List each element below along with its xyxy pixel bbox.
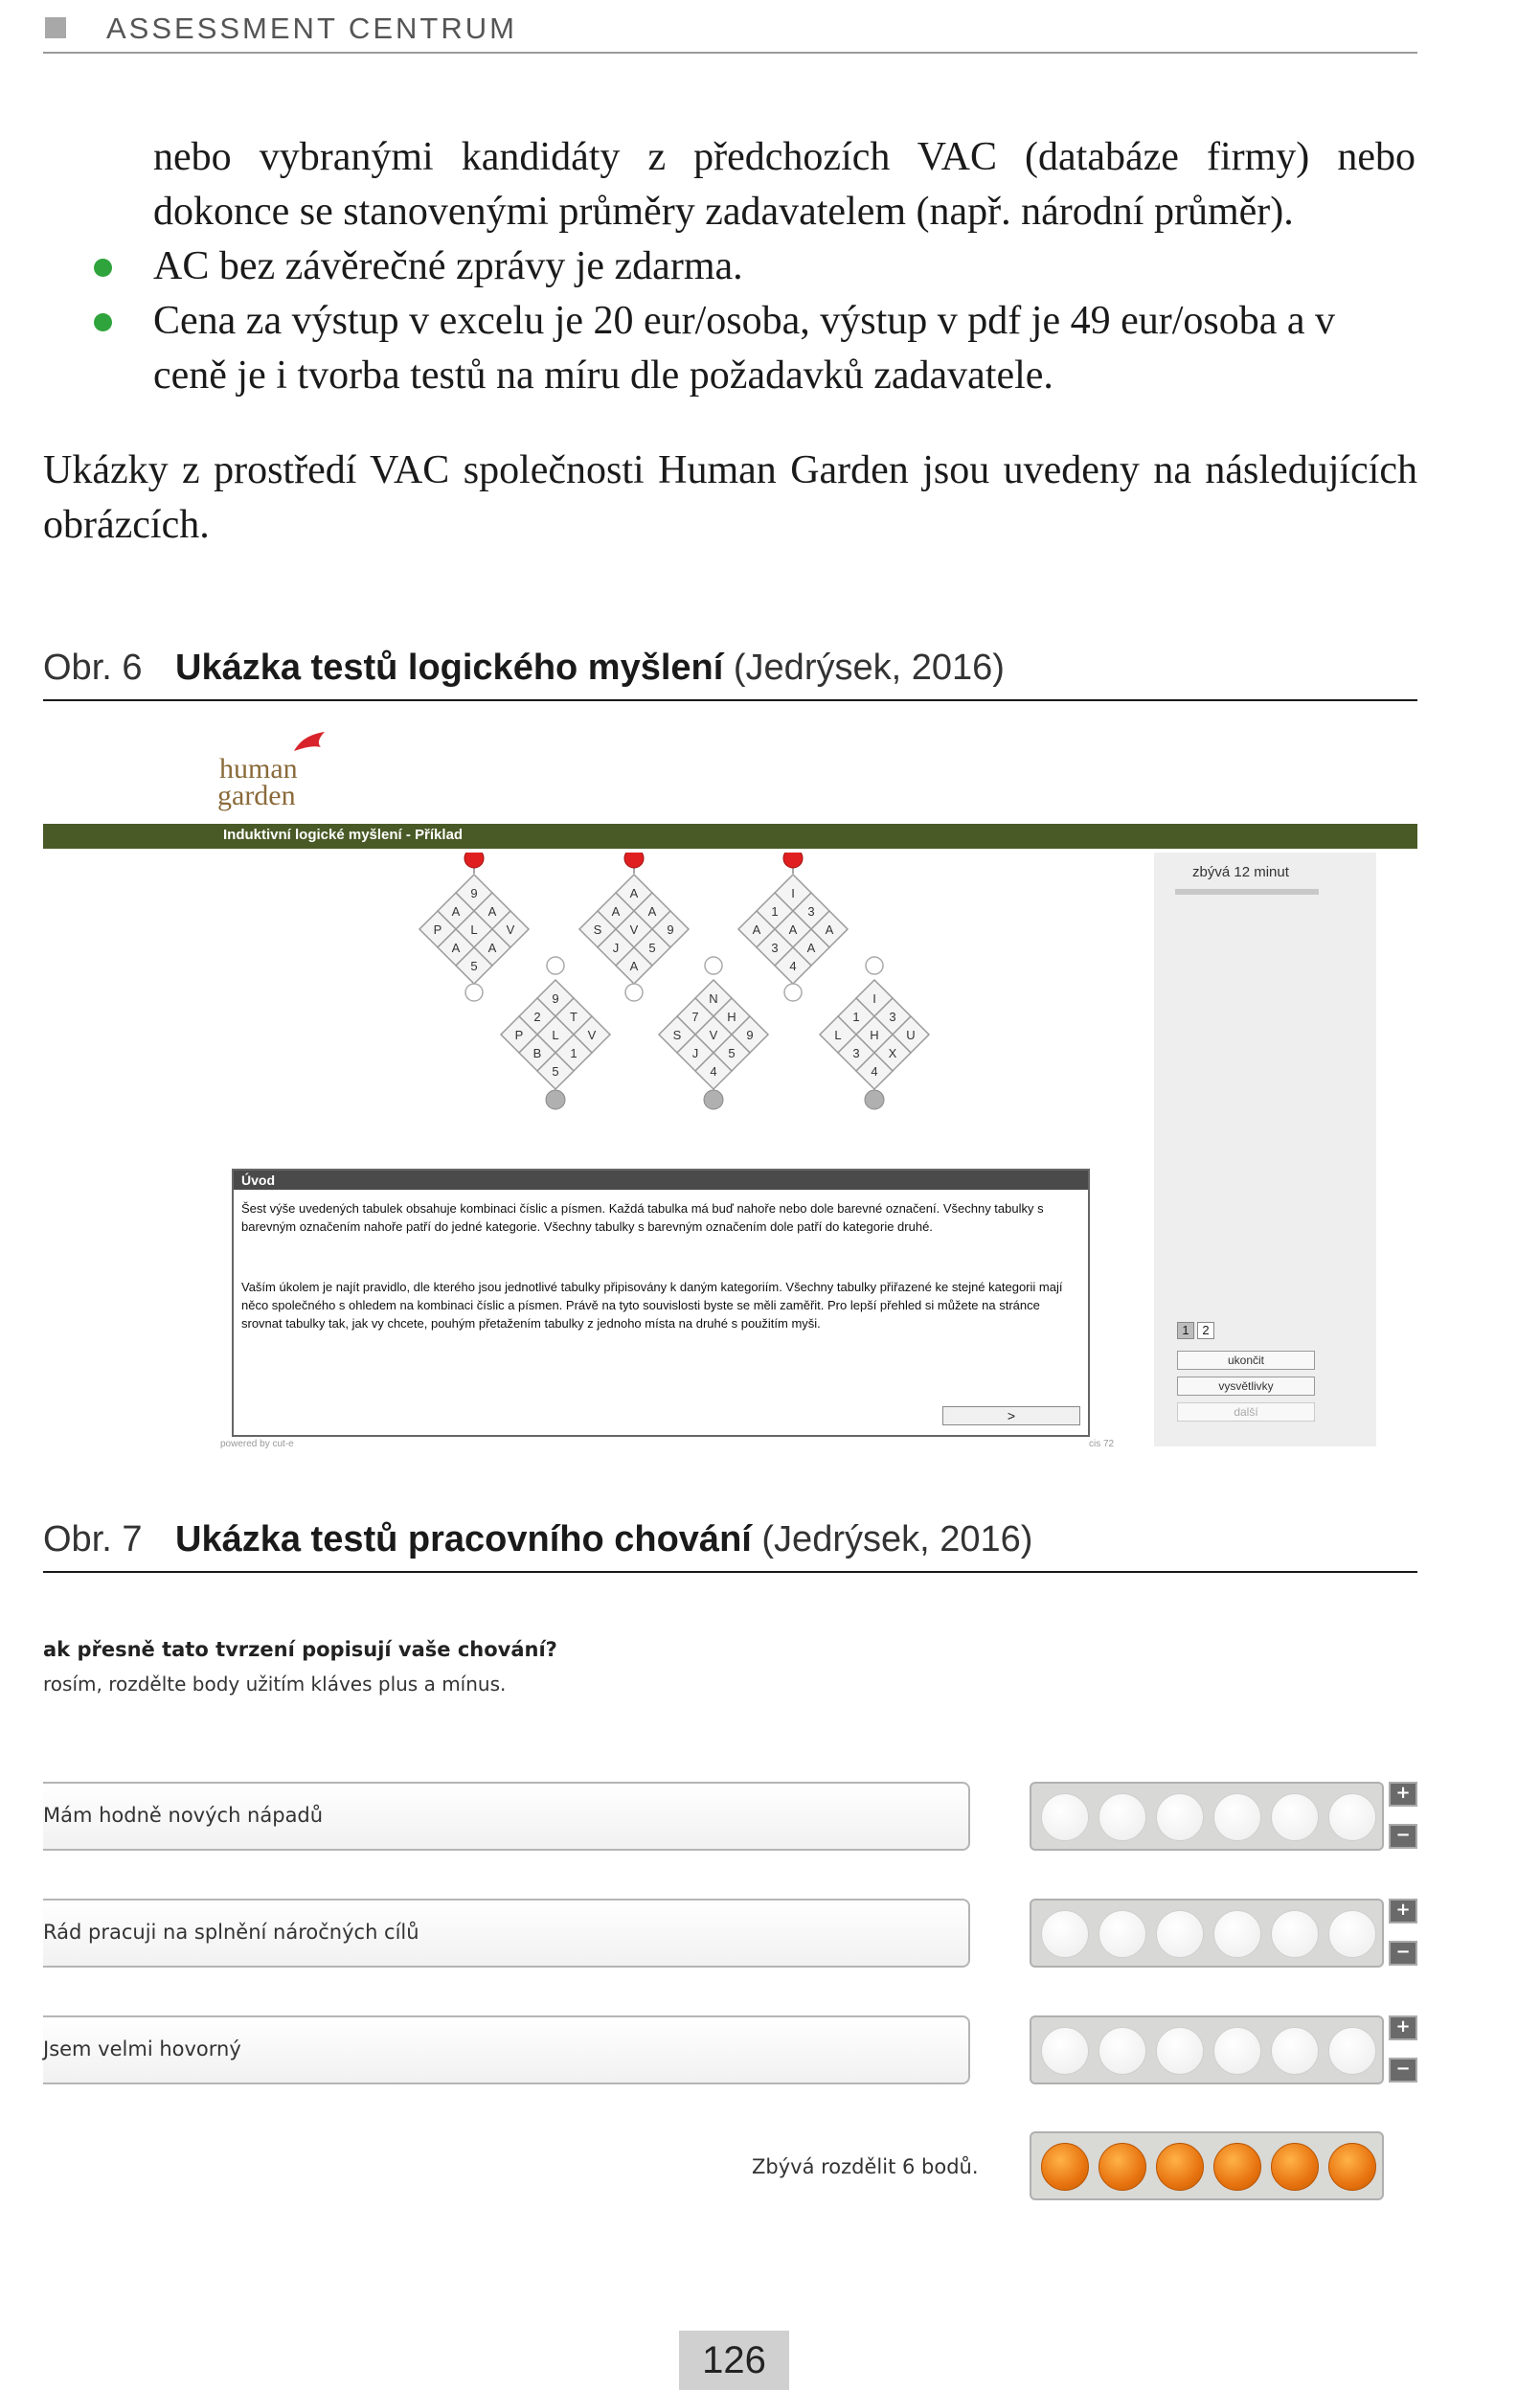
grid-letter: B: [532, 1046, 542, 1060]
letter-grid: [419, 875, 529, 984]
test-title: Induktivní logické myšlení - Příklad: [223, 827, 464, 843]
question-text: ak přesně tato tvrzení popisují vaše chování?: [43, 1638, 557, 1661]
empty-marker-icon: [784, 984, 802, 1001]
grid-letter: T: [570, 1010, 578, 1024]
figure-7-screenshot: [43, 1609, 1417, 2232]
point-slot: [1328, 2027, 1376, 2075]
page-button[interactable]: 1: [1177, 1322, 1194, 1339]
grid-letter: 1: [570, 1046, 578, 1060]
point-slots: [1030, 2015, 1384, 2084]
grid-letter: L: [470, 922, 478, 937]
red-marker-icon: [783, 853, 803, 868]
grid-letter: A: [611, 904, 621, 919]
statement-text: Jsem velmi hovorný: [43, 2037, 241, 2060]
page-button[interactable]: 2: [1197, 1322, 1214, 1339]
point-slot: [1041, 2027, 1089, 2075]
figure-source: (Jedrýsek, 2016): [761, 1519, 1033, 1559]
grid-letter: 3: [889, 1010, 896, 1024]
bullet-dot-icon: [94, 313, 112, 331]
figure-6-caption: [43, 644, 1417, 701]
grid-letter: U: [906, 1028, 916, 1042]
grid-letter: 1: [852, 1010, 860, 1024]
grey-marker-icon: [865, 1090, 884, 1109]
logic-puzzle-area: [43, 853, 1164, 1169]
page-selector: [1177, 1322, 1217, 1341]
grid-letter: A: [487, 941, 497, 955]
grid-letter: V: [629, 922, 639, 937]
point-token: [1213, 2143, 1261, 2191]
grid-letter: 4: [789, 959, 797, 973]
grid-letter: V: [506, 922, 515, 937]
grid-letter: I: [872, 991, 876, 1006]
statement-row: [43, 1782, 970, 1851]
timer-text: zbývá 12 minut: [1192, 864, 1289, 880]
bullet-item: [153, 294, 1415, 403]
figure-source: (Jedrýsek, 2016): [733, 648, 1005, 688]
grid-letter: 3: [852, 1046, 860, 1060]
point-slot: [1098, 2027, 1146, 2075]
grid-letter: J: [691, 1046, 699, 1060]
grid-letter: J: [612, 941, 620, 955]
empty-marker-icon: [465, 984, 483, 1001]
grid-letter: A: [629, 959, 639, 973]
figure-7-caption: [43, 1515, 1417, 1573]
letter-grid: [579, 875, 689, 984]
grid-letter: H: [727, 1010, 736, 1024]
point-slot: [1156, 2027, 1204, 2075]
figure-6-screenshot: [43, 728, 1417, 1456]
figure-number: Obr. 6: [43, 648, 143, 688]
point-slot: [1213, 1793, 1261, 1841]
grey-marker-icon: [546, 1090, 565, 1109]
point-token: [1271, 2143, 1319, 2191]
grid-letter: A: [788, 922, 798, 937]
grid-letter: 5: [552, 1064, 559, 1079]
next-button[interactable]: >: [942, 1406, 1080, 1425]
plus-button[interactable]: +: [1389, 1899, 1417, 1923]
letter-grid: [820, 980, 929, 1089]
plus-button[interactable]: +: [1389, 1782, 1417, 1807]
point-token: [1328, 2143, 1376, 2191]
point-slot: [1098, 1910, 1146, 1958]
grid-letter: 9: [552, 991, 559, 1006]
point-slot: [1041, 1910, 1089, 1958]
intro-panel: [232, 1169, 1090, 1437]
end-button[interactable]: ukončit: [1177, 1351, 1315, 1370]
test-title-bar: [43, 824, 1417, 849]
letter-grid: [659, 980, 768, 1089]
intro-text: Vaším úkolem je najít pravidlo, dle kterého jsou jednotlivé tabulky připisovány k daným kategoriím. Všechny tabulky přiřazené ke stejné kategorii mají něco společného s ohledem na kombinaci číslic a písmen. Právě na tyto souvislosti byste se měli zaměřit. Pro lepší přehled si můžete na stránce srovnat tabulky tak, jak vy chcete, pouhým přetažením tabulky z jednoho místa na druhé s použitím myši.: [241, 1280, 1063, 1331]
test-sidebar: [1154, 853, 1376, 1446]
grid-letter: P: [514, 1028, 524, 1042]
grid-letter: V: [587, 1028, 597, 1042]
point-slot: [1156, 1910, 1204, 1958]
human-garden-logo: [215, 728, 369, 819]
grid-letter: V: [709, 1028, 718, 1042]
point-token: [1098, 2143, 1146, 2191]
grid-letter: 4: [871, 1064, 878, 1079]
grid-letter: P: [433, 922, 442, 937]
grid-letter: 5: [470, 959, 478, 973]
point-slot: [1213, 2027, 1261, 2075]
bullet-text: Cena za výstup v excelu je 20 eur/osoba, výstup v pdf je 49 eur/osoba a v ceně je i tvorba testů na míru dle požadavků zadavatele.: [153, 299, 1336, 398]
intro-paragraph: Ukázky z prostředí VAC společnosti Human Garden jsou uvedeny na následujících obrázcích.: [43, 448, 1417, 547]
instruction-text: rosím, rozdělte body užitím kláves plus a mínus.: [43, 1673, 507, 1696]
grid-letter: 7: [691, 1010, 699, 1024]
grid-letter: I: [791, 886, 795, 900]
figure-number: Obr. 7: [43, 1519, 143, 1559]
page-number: 126: [679, 2331, 789, 2390]
grid-letter: A: [451, 904, 461, 919]
minus-button[interactable]: −: [1389, 1824, 1417, 1849]
bird-logo-icon: [292, 730, 327, 755]
figure-title: [175, 648, 1005, 689]
running-head: [43, 8, 1417, 54]
point-slot: [1271, 1910, 1319, 1958]
running-head-title: ASSESSMENT CENTRUM: [106, 11, 517, 45]
intro-heading: Úvod: [234, 1171, 1088, 1190]
powered-by: powered by cut-e: [220, 1439, 294, 1449]
grid-letter: 1: [771, 904, 779, 919]
grid-letter: A: [825, 922, 834, 937]
point-slot: [1328, 1910, 1376, 1958]
timer-bar: [1175, 889, 1319, 895]
grid-letter: 5: [648, 941, 656, 955]
figure-title: [175, 1519, 1032, 1560]
grid-letter: 3: [771, 941, 779, 955]
minus-button[interactable]: −: [1389, 2058, 1417, 2083]
logo-word-human: human: [219, 753, 298, 785]
remaining-points-text: Zbývá rozdělit 6 bodů.: [752, 2155, 979, 2178]
figure-title-text: Ukázka testů pracovního chování: [175, 1519, 752, 1559]
point-token: [1156, 2143, 1204, 2191]
empty-marker-icon: [705, 957, 722, 974]
grid-letter: A: [487, 904, 497, 919]
grid-letter: 9: [667, 922, 674, 937]
empty-marker-icon: [547, 957, 564, 974]
grey-marker-icon: [704, 1090, 723, 1109]
grid-letter: 5: [728, 1046, 736, 1060]
grid-letter: 9: [470, 886, 478, 900]
grid-letter: 3: [807, 904, 815, 919]
grid-letter: 2: [533, 1010, 541, 1024]
version-label: cis 72: [1089, 1439, 1115, 1449]
grid-letter: S: [593, 922, 602, 937]
point-slots: [1030, 1782, 1384, 1851]
point-slot: [1041, 1793, 1089, 1841]
red-marker-icon: [624, 853, 644, 868]
red-marker-icon: [464, 853, 484, 868]
grid-letter: A: [806, 941, 816, 955]
point-slots: [1030, 1899, 1384, 1968]
statement-text: Rád pracuji na splnění náročných cílů: [43, 1921, 419, 1944]
grid-letter: A: [629, 886, 639, 900]
statement-row: [43, 1899, 970, 1968]
grid-letter: X: [888, 1046, 897, 1060]
explanations-button[interactable]: vysvětlivky: [1177, 1377, 1315, 1396]
continuation-paragraph: nebo vybranými kandidáty z předchozích VAC (databáze firmy) nebo dokonce se stanovenými průměry zadavatelem (např. národní průměr).: [153, 135, 1415, 234]
square-icon: [45, 17, 66, 38]
statement-text: Mám hodně nových nápadů: [43, 1804, 324, 1827]
grid-letter: 4: [710, 1064, 717, 1079]
grid-letter: A: [451, 941, 461, 955]
grid-letter: A: [752, 922, 761, 937]
minus-button[interactable]: −: [1389, 1941, 1417, 1966]
empty-marker-icon: [866, 957, 883, 974]
empty-marker-icon: [625, 984, 643, 1001]
point-slot: [1098, 1793, 1146, 1841]
point-token: [1041, 2143, 1089, 2191]
point-slot: [1271, 2027, 1319, 2075]
bullet-item: [153, 239, 1415, 294]
point-slot: [1213, 1910, 1261, 1958]
plus-button[interactable]: +: [1389, 2015, 1417, 2040]
point-slot: [1156, 1793, 1204, 1841]
letter-grid: [738, 875, 848, 984]
bullet-dot-icon: [94, 259, 112, 277]
intro-text: Šest výše uvedených tabulek obsahuje kombinaci číslic a písmen. Každá tabulka má buď nahoře nebo dole barevné označení. Všechny tabulky s barevným označením nahoře patří do jedné kategorie. Všechny tabulky s barevným označením dole patří do kategorie druhé.: [241, 1201, 1044, 1234]
grid-letter: L: [834, 1028, 842, 1042]
letter-grid: [501, 980, 610, 1089]
statement-row: [43, 2015, 970, 2084]
grid-letter: H: [870, 1028, 879, 1042]
bullet-text: AC bez závěrečné zprávy je zdarma.: [153, 244, 743, 288]
point-slot: [1271, 1793, 1319, 1841]
logo-word-garden: garden: [217, 780, 296, 811]
grid-letter: A: [647, 904, 657, 919]
remaining-points: [1030, 2131, 1384, 2200]
grid-letter: N: [709, 991, 718, 1006]
grid-letter: 9: [746, 1028, 754, 1042]
grid-letter: L: [552, 1028, 559, 1042]
point-slot: [1328, 1793, 1376, 1841]
next-page-button[interactable]: další: [1177, 1402, 1315, 1422]
grid-letter: S: [672, 1028, 682, 1042]
figure-title-text: Ukázka testů logického myšlení: [175, 648, 724, 688]
